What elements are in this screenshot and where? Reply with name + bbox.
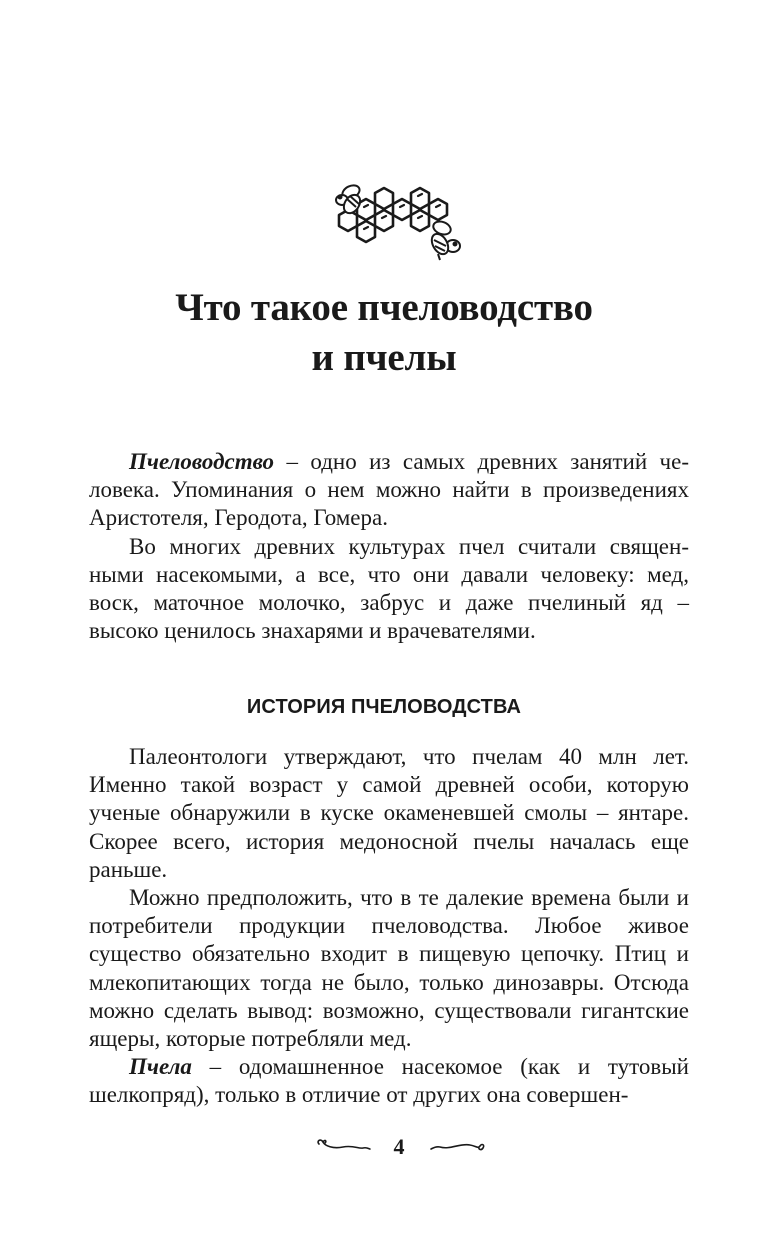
chapter-title (0, 283, 768, 383)
term-beekeeping: Пчеловодство (129, 449, 275, 474)
intro-paragraph-1-text: – одно из самых древних занятий человека. Упоминания о нем можно найти в произведениях Аристотеля, Геродота, Гомера. (89, 449, 689, 531)
chapter-title-line-2: и пчелы (311, 336, 457, 379)
page-footer (0, 1133, 768, 1163)
section-heading: ИСТОРИЯ ПЧЕЛОВОДСТВА (246, 696, 522, 718)
intro-text (89, 448, 689, 645)
history-text (89, 743, 689, 1110)
history-paragraph-3 (89, 1053, 689, 1109)
flourish-icon (428, 1137, 488, 1155)
flourish-icon (313, 1137, 373, 1155)
history-paragraph-1: Палеонтологи утверждают, что пчелам 40 млн лет. Именно такой возраст у самой древней особи, которую ученые обнаружили в куске окаменевшей смолы – янтаре. Скорее всего, история медоносной пчелы началась еще раньше. (89, 744, 689, 882)
intro-paragraph-2: Во многих древних культурах пчел считали священными насекомыми, а все, что они давали человеку: мед, воск, маточное молочко, забрус и даже пчелиный яд – высоко ценилось знахарями и врачевателями. (89, 533, 689, 644)
term-bee: Пчела (129, 1054, 192, 1080)
honeycomb-with-bees-icon (322, 180, 472, 272)
history-paragraph-2: Можно предположить, что в те далекие времена были и потребители продукции пчеловодства. Любое живое существо обязательно входит в пищевую цепочку. Птиц и млекопитающих тогда не было, только динозавры. Отсюда можно сделать вывод: возможно, существовали гигантские ящеры, которые потребляли мед. (89, 885, 689, 1052)
chapter-title-line-1: Что такое пчеловодство (175, 286, 593, 329)
history-paragraph-3-text: – одомашненное насекомое (как и тутовый шелкопряд), только в отличие от других она совершен- (89, 1054, 689, 1108)
intro-paragraph-1 (89, 448, 689, 533)
page-number: 4 (393, 1134, 405, 1159)
